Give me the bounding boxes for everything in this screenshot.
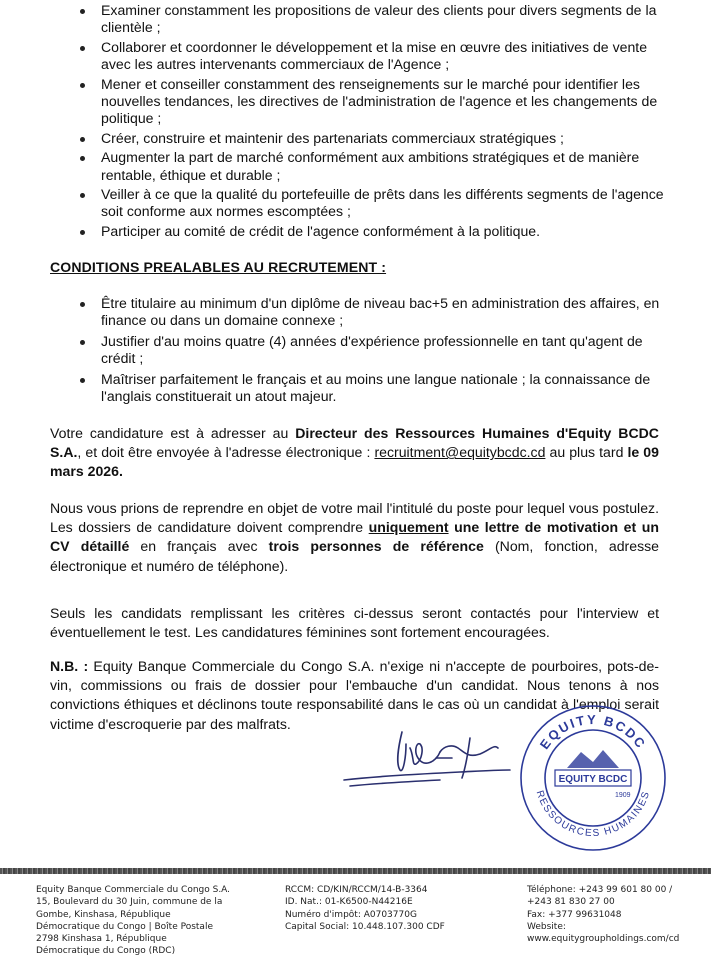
recipient: Directeur des Ressources Humaines d'Equity BCDC S.A. [50, 425, 659, 461]
footer-line: Website: [527, 921, 566, 932]
footer-line: ID. Nat.: 01-K6500-N44216E [285, 897, 413, 908]
requirements-list [78, 295, 678, 408]
list-item: Participer au comité de crédit de l'agence conformément à la politique. [78, 223, 678, 240]
stamp-center-text: EQUITY BCDC [558, 774, 628, 785]
list-item: Justifier d'au moins quatre (4) années d'expérience professionnelle en tant qu'agent de crédit ; [78, 333, 678, 368]
signature-image [340, 718, 540, 808]
footer-address [36, 884, 230, 958]
requirements-heading: CONDITIONS PREALABLES AU RECRUTEMENT : [50, 259, 387, 275]
stamp-year: 1909 [615, 792, 631, 799]
list-item: Augmenter la part de marché conformément aux ambitions stratégiques et de manière rentable, éthique et durable ; [78, 149, 678, 184]
footer-line: Téléphone: +243 99 601 80 00 / [527, 885, 673, 895]
subject-paragraph [50, 499, 659, 576]
list-item: Maîtriser parfaitement le français et au moins une langue nationale ; la connaissance de l'anglais constituerait un atout majeur. [78, 371, 678, 406]
required-documents: une lettre de motivation et un CV détaillé [50, 519, 659, 555]
text-span: Votre candidature est à adresser au [50, 425, 296, 441]
email-link[interactable]: recruitment@equitybcdc.cd [374, 444, 546, 461]
footer-line: Démocratique du Congo (RDC) [36, 946, 176, 957]
text-span: en français avec [129, 538, 269, 555]
stamp-top-text: EQUITY BCDC [536, 711, 650, 752]
list-item: Examiner constamment les propositions de valeur des clients pour divers segments de la clientèle ; [78, 2, 678, 37]
text-span: Nous vous prions de reprendre en objet de votre mail l'intitulé du poste pour lequel vous postulez. Les dossiers de candidature doivent comprendre [50, 500, 659, 536]
hr-stamp [515, 700, 670, 855]
footer-contact [527, 884, 679, 945]
list-item: Créer, construire et maintenir des partenariats commerciaux stratégiques ; [78, 130, 678, 147]
footer-line: Démocratique du Congo | Boîte Postale [36, 921, 213, 932]
list-item: Veiller à ce que la qualité du portefeuille de prêts dans les différents segments de l'agence soit conforme aux normes escomptées ; [78, 186, 678, 221]
references: trois personnes de référence [268, 538, 484, 555]
footer-line: RCCM: CD/KIN/RCCM/14-B-3364 [285, 885, 428, 895]
footer-registration [285, 884, 445, 933]
list-item: Mener et conseiller constamment des renseignements sur le marché pour identifier les nouvelles tendances, les directives de l'administration de l'agence et les changements de politique ; [78, 76, 678, 128]
footer-line: 15, Boulevard du 30 Juin, commune de la [36, 897, 223, 908]
footer-line: Numéro d'impôt: A0703770G [285, 909, 417, 920]
list-item: Être titulaire au minimum d'un diplôme de niveau bac+5 en administration des affaires, en finance ou dans un domaine connexe ; [78, 295, 678, 330]
text-span: (Nom, fonction, adresse électronique et numéro de téléphone). [50, 538, 660, 574]
responsibilities-list [78, 2, 678, 242]
footer-line: 2798 Kinshasa 1, République [36, 934, 167, 945]
text-span: , et doit être envoyée à l'adresse électronique : [77, 444, 375, 461]
website-link[interactable]: www.equitygroupholdings.com/cd [527, 934, 680, 945]
nb-label: N.B. : [50, 658, 89, 674]
selection-paragraph: Seuls les candidats remplissant les critères ci-dessus seront contactés pour l'interview et éventuellement le test. Les candidatures féminines sont fortement encouragées. [50, 605, 659, 641]
deadline: le 09 mars 2026. [50, 444, 659, 480]
svg-text:RESSOURCES HUMAINES [534, 789, 653, 839]
application-paragraph [50, 424, 659, 482]
emphasis-uniquement: uniquement [368, 519, 449, 536]
footer-line: Equity Banque Commerciale du Congo S.A. [36, 885, 231, 895]
footer-divider [0, 868, 711, 874]
footer-line: Capital Social: 10.448.107.300 CDF [285, 921, 445, 932]
footer-line: Fax: +377 99631048 [527, 909, 622, 920]
footer-line: +243 81 830 27 00 [527, 897, 615, 908]
stamp-bottom-text: RESSOURCES HUMAINES [533, 789, 653, 840]
text-span: Equity Banque Commerciale du Congo S.A. n'exige ni n'accepte de pourboires, pots-de-vin, commissions ou frais de dossier pour l'embauche d'un candidat. Nous tenons à nos convictions éthiques et déclinons toute responsabilité dans le cas où un candidat à l'emploi serait victime d'escroquerie par des malfrats. [50, 658, 660, 732]
footer-line: Gombe, Kinshasa, République [36, 909, 171, 920]
text-span: au plus tard [545, 444, 628, 461]
list-item: Collaborer et coordonner le développement et la mise en œuvre des initiatives de vente avec les autres intervenants commerciaux de l'Agence ; [78, 39, 678, 74]
